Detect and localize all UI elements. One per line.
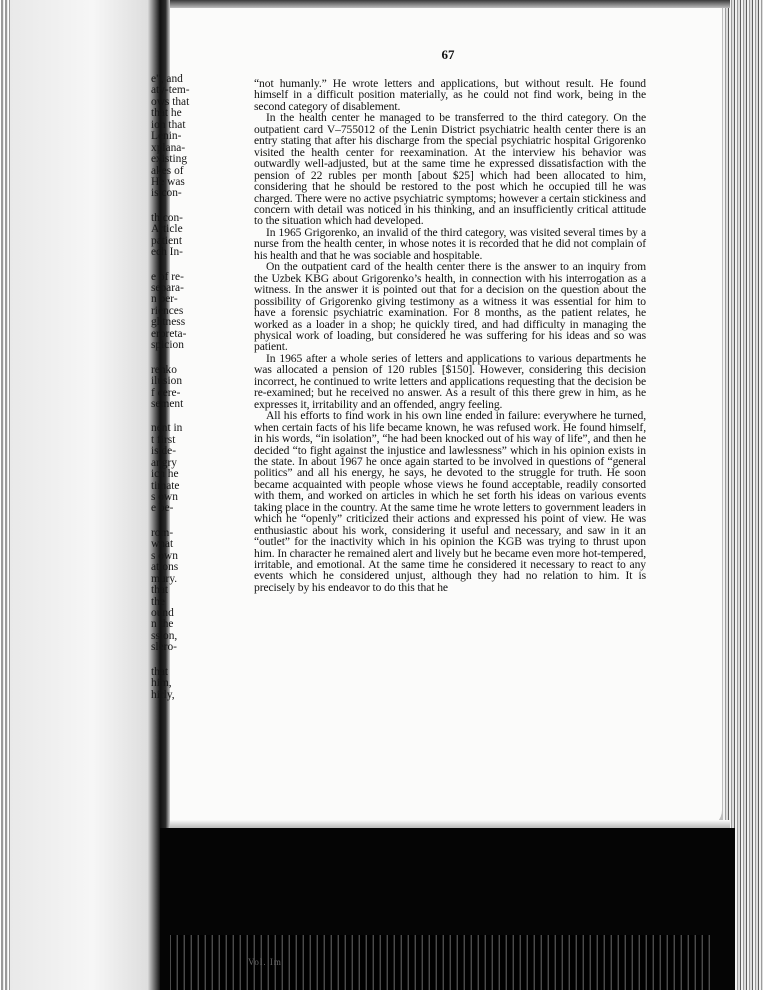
scanner-edge-left [0, 0, 10, 990]
page-number: 67 [441, 47, 455, 62]
fragment-line: ilusion [151, 376, 183, 388]
fragment-line: is de- [151, 446, 176, 458]
fragment-gap [151, 654, 211, 667]
fragment-line: that [151, 666, 169, 678]
fragment-gap [151, 200, 211, 213]
facing-page-text-fragments [151, 74, 211, 701]
fragment-line: ion that [151, 119, 186, 131]
fragment-line: xplana- [151, 142, 186, 154]
fragment-line: f cere- [151, 387, 181, 399]
fragment-line: patient [151, 235, 182, 247]
fragment-line: rom- [151, 527, 174, 539]
fragment-line: ich he [151, 469, 179, 481]
fragment-line: n per- [151, 294, 178, 306]
paragraph: “not humanly.” He wrote letters and applications, but without result. He found himself in a difficult position materially, as he could not find work, being in the second category of disablement. [254, 77, 646, 113]
fragment-line: mury. [151, 573, 178, 585]
fragment-line: akes of [151, 165, 184, 177]
top-shadow [170, 0, 730, 8]
fragment-line: separa- [151, 283, 184, 294]
fragment-line: that [151, 585, 169, 597]
fragment-line: t first [151, 434, 176, 446]
fragment-line: existing [151, 154, 188, 166]
fragment-line: ech In- [151, 247, 183, 259]
fragment-line: what [151, 539, 174, 551]
paragraph: All his efforts to find work in his own line ended in failure: everywhere he turned, when certain facts of his life became known, he was refused work. He found himself, in his words, “in isolation”, “he had been knocked out of his way of life”, and then he decided “to fight against the injustice and lawlessness” which in his opinion exists in the state. In about 1967 he once again started to be involved in questions of “general politics” and all his energy, he says, he devoted to the struggle for truth. He soon became acquainted with people whose views he found acceptable, readily consorted with them, and worked on articles in which he set forth his ideas on various events taking place in the country. At the same time he wrote letters to government leaders in which he “openly” criticized their actions and expressed his point of view. He was enthusiastic about his work, considering it useful and necessary, and saw in it an “outlet” for the inactivity which in his opinion the KGB was trying to thrust upon him. In character he remained alert and lively but he became even more hot-tempered, irritable, and emotional. At the same time he considered it necessary to react to any events which he considered unjust, although they had no relation to him. It is precisely by his endeavor to do this that he [254, 409, 646, 594]
fragment-line: is con- [151, 188, 182, 200]
fragment-gap [151, 259, 211, 272]
fragment-line: aty-tem- [151, 85, 190, 97]
fragment-line: erpreta- [151, 328, 187, 340]
fragment-line: e", and [151, 74, 183, 85]
fragment-line: e of re- [151, 271, 184, 283]
fragment-line: renko [151, 364, 177, 376]
fragment-gap [151, 410, 211, 423]
fragment-line: e be- [151, 503, 174, 515]
fragment-line: ound [151, 607, 174, 619]
fragment-line: slero- [151, 642, 177, 654]
fragment-line: ssion, [151, 630, 178, 642]
fragment-line: ows that [151, 96, 190, 108]
fragment-line: ations [151, 562, 179, 574]
fragment-line: hirly, [151, 689, 175, 701]
fragment-line: s own [151, 492, 178, 503]
bottom-mark: Vol. Im [248, 957, 282, 967]
paragraph: On the outpatient card of the health center there is the answer to an inquiry from the Uzbek KBG about Grigorenko’s health, in connection with his interrogation as a witness. In the answer it is pointed out that for a decision on the question about the possibility of Grigorenko giving testimony as a witness it was essential for him to have a forensic psychiatric examination. For 8 months, as the patient relates, he worked as a loader in a shop; he quickly tired, and had difficulty in managing the physical work of loading, but considered he was suffering for his ideas and so was patient. [254, 260, 646, 354]
fragment-line: the [151, 596, 165, 608]
fragment-line: spicion [151, 340, 184, 352]
fragment-gap [151, 515, 211, 528]
fragment-line: th con- [151, 212, 183, 224]
fragment-line: s own [151, 550, 178, 562]
fragment-line: timate [151, 480, 180, 492]
fragment-line: ghtness [151, 317, 186, 329]
body-text [254, 78, 646, 593]
fragment-line: riences [151, 305, 184, 317]
fragment-line: sement [151, 398, 184, 410]
paragraph: In 1965 Grigorenko, an invalid of the third category, was visited several times by a nurse from the health center, in whose notes it is recorded that he did not complain of his health and that he was sociable and hospitable. [254, 225, 646, 262]
paragraph: In the health center he managed to be transferred to the third category. On the outpatient card V–755012 of the Lenin District psychiatric health center there is an entry stating that after his discharge from the special psychiatric hospital Grigorenko visited the health center for reexamination. At the interview his behavior was outwardly well-adjusted, but at the same time he expressed dissatisfaction with the pension of 22 rubles per month [about $25] which had been allocated to him, considering that he should be restored to the post which he occupied till he was charged. There were no active psychiatric symptoms; however a certain stickiness and concern with detail was noticed in his thinking, and an insufficiently critical attitude to the situation which had developed. [254, 111, 646, 228]
fragment-line: nent in [151, 423, 183, 435]
fragment-line: angry [151, 457, 177, 469]
paragraph: In 1965 after a whole series of letters and applications to various departments he was allocated a pension of 120 rubles [$150]. However, considering this decision incorrect, he continued to write letters and applications requesting that the decision be re-examined; but he received no answer. As a result of this there grew in him, as he expresses it, irritability and an offended, angry feeling. [254, 351, 646, 411]
facing-page [10, 0, 148, 990]
fragment-line: n the [151, 619, 174, 631]
fragment-line: Article [151, 224, 183, 236]
fragment-gap [151, 352, 211, 365]
fragment-line: Lenin- [151, 131, 182, 143]
fragment-line: that he [151, 108, 182, 120]
fragment-line: him, [151, 678, 172, 690]
fragment-line: He was [151, 176, 185, 188]
